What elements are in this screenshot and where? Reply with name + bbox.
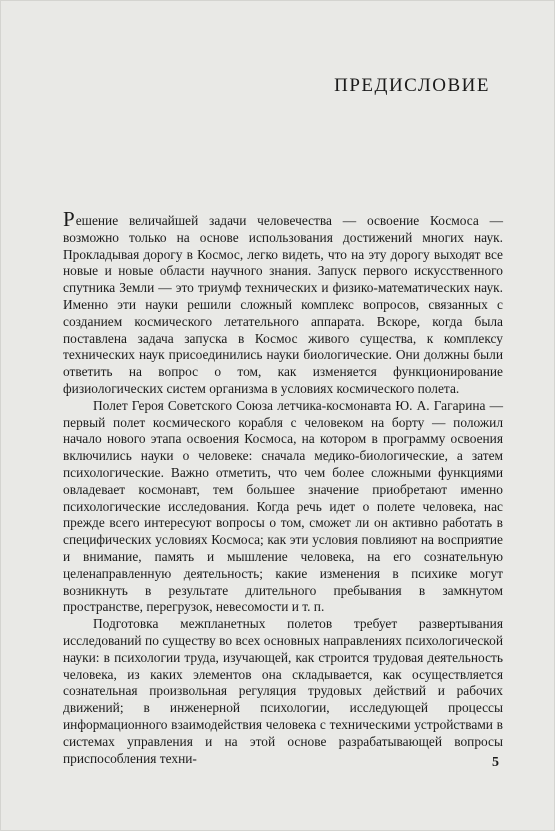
paragraph-1-text: ешение величайшей задачи человечества — освоение Космоса — возможно только на основе использования достижений многих наук. Прокладывая дорогу в Космос, легко видеть, что на эту дорогу выходят все новые и новые области научного знания. Запуск первого искусственного спутника Земли — это триумф технических и физико-математических наук. Именно эти науки решили сложный комплекс вопросов, связанных с созданием космического летательного аппарата. Вскоре, когда была поставлена задача запуска в Космос живого существа, к комплексу технических наук присоединились науки биологические. Они должны были ответить на вопрос о том, как изменяется функционирование физиологических систем организма в условиях космического полета. xyxy=(63,213,503,396)
paragraph-1 xyxy=(63,207,503,398)
body-text xyxy=(63,207,503,767)
page-heading: ПРЕДИСЛОВИЕ xyxy=(334,75,490,96)
page-number: 5 xyxy=(492,755,499,770)
drop-cap: Р xyxy=(63,207,75,231)
paragraph-2: Полет Героя Советского Союза летчика-космонавта Ю. А. Гагарина — первый полет космического корабля с человеком на борту — положил начало нового этапа освоения Космоса, на котором в программу освоения включились науки о человеке: сначала медико-биологические, а затем психологические. Важно отметить, что чем более сложными функциями овладевает космонавт, тем большее значение приобретают именно психологические исследования. Когда речь идет о полете человека, нас прежде всего интересуют вопросы о том, сможет ли он активно работать в специфических условиях Космоса; как эти условия повлияют на восприятие и внимание, память и мышление человека, на его сознательную целенаправленную деятельность; какие изменения в психике могут возникнуть в результате длительного пребывания в замкнутом пространстве, перегрузок, невесомости и т. п. xyxy=(63,397,503,615)
paragraph-3: Подготовка межпланетных полетов требует развертывания исследований по существу во всех основных направлениях психологической науки: в психологии труда, изучающей, как строится трудовая деятельность человека, из каких элементов она складывается, как осуществляется сознательная произвольная регуляция трудовых действий и рабочих движений; в инженерной психологии, исследующей процессы информационного взаимодействия человека с техническими устройствами в системах управления и на этой основе разрабатывающей вопросы приспособления техни- xyxy=(63,616,503,766)
